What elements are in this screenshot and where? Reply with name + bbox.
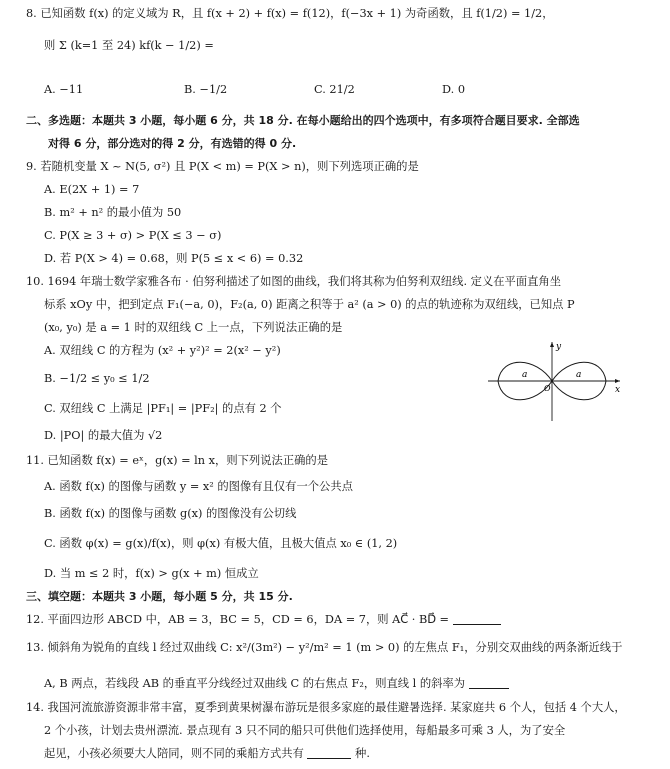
- q9-option-b: B. m² + n² 的最小值为 50: [44, 206, 182, 219]
- q9-stem: 9. 若随机变量 X ~ N(5, σ²) 且 P(X < m) = P(X > n)，则下列选项正确的是: [26, 160, 419, 173]
- y-axis-label: y: [556, 342, 562, 352]
- q14-stem-line1: 14. 我国河流旅游资源非常丰富，夏季到黄果树瀑布游玩是很多家庭的最佳避暑选择. 某家庭共 6 个人，包括 4 个大人，: [26, 701, 626, 714]
- q9-option-a: A. E(2X + 1) = 7: [44, 183, 140, 196]
- q8-stem: 8. 已知函数 f(x) 的定义域为 R，且 f(x + 2) + f(x) = f(12)，f(−3x + 1) 为奇函数，且 f(1/2) = 1/2，: [26, 7, 554, 20]
- x-axis-label: x: [615, 385, 621, 395]
- q8-option-a: A. −11: [44, 83, 84, 96]
- q14-line3: [0, 746, 670, 762]
- q10-option-a: A. 双纽线 C 的方程为 (x² + y²)² = 2(x² − y²): [44, 344, 281, 357]
- section2-heading-cont: 对得 6 分，部分选对的得 2 分，有选错的得 0 分.: [48, 137, 297, 150]
- q9-option-c: C. P(X ≥ 3 + σ) > P(X ≤ 3 − σ): [44, 229, 222, 242]
- q11-option-d: D. 当 m ≤ 2 时，f(x) > g(x + m) 恒成立: [44, 567, 259, 580]
- left-a-label: a: [522, 370, 528, 380]
- q8-stem-sum: 则 Σ (k=1 至 24) kf(k − 1/2) =: [44, 39, 214, 52]
- lemniscate-figure: [486, 339, 624, 423]
- q13-answer-blank[interactable]: [469, 676, 509, 689]
- q13-stem-line2: A, B 两点，若线段 AB 的垂直平分线经过双曲线 C 的右焦点 F₂，则直线 l 的斜率为: [44, 677, 466, 690]
- section3-heading: 三、填空题：本题共 3 小题，每小题 5 分，共 15 分.: [26, 590, 293, 603]
- q13-stem-line1: 13. 倾斜角为锐角的直线 l 经过双曲线 C: x²/(3m²) − y²/m² = 1 (m > 0) 的左焦点 F₁，分别交双曲线的两条渐近线于: [26, 641, 623, 654]
- q13-line2: [0, 676, 670, 692]
- section2-heading: 二、多选题：本题共 3 小题，每小题 6 分，共 18 分. 在每小题给出的四个选项中，有多项符合题目要求. 全部选: [26, 114, 580, 127]
- q11-option-b: B. 函数 f(x) 的图像与函数 g(x) 的图像没有公切线: [44, 507, 297, 520]
- q14-stem-end: 种.: [355, 747, 370, 760]
- q12-stem: 12. 平面四边形 ABCD 中，AB = 3，BC = 5，CD = 6，DA = 7，则 AC⃗ · BD⃗ =: [26, 613, 450, 626]
- right-a-label: a: [576, 370, 582, 380]
- q10-stem-line1: 10. 1694 年瑞士数学家雅各布 · 伯努利描述了如图的曲线，我们将其称为伯努利双纽线. 定义在平面直角坐: [26, 275, 562, 288]
- q14-answer-blank[interactable]: [307, 746, 351, 759]
- q8-option-b: B. −1/2: [184, 83, 228, 96]
- q14-stem-line2: 2 个小孩，计划去贵州漂流. 景点现有 3 只不同的船只可供他们选择使用，每船最多可乘 3 人，为了安全: [44, 724, 566, 737]
- q10-option-b: B. −1/2 ≤ y₀ ≤ 1/2: [44, 372, 150, 385]
- origin-label: O: [544, 384, 551, 393]
- q8-option-c: C. 21/2: [314, 83, 355, 96]
- q11-stem: 11. 已知函数 f(x) = eˣ，g(x) = ln x，则下列说法正确的是: [26, 454, 329, 467]
- q12-answer-blank[interactable]: [453, 612, 501, 625]
- q11-option-c: C. 函数 φ(x) = g(x)/f(x)，则 φ(x) 有极大值，且极大值点 x₀ ∈ (1, 2): [44, 537, 398, 550]
- q10-stem-line2: 标系 xOy 中，把到定点 F₁(−a, 0)，F₂(a, 0) 距离之积等于 a² (a > 0) 的点的轨迹称为双纽线，已知点 P: [44, 298, 575, 311]
- q8-option-d: D. 0: [442, 83, 466, 96]
- q10-stem-line3: (x₀, y₀) 是 a = 1 时的双纽线 C 上一点，下列说法正确的是: [44, 321, 343, 334]
- q10-option-d: D. |PO| 的最大值为 √2: [44, 429, 163, 442]
- q12-line: [0, 612, 670, 628]
- y-axis-arrow: [550, 342, 554, 347]
- q11-option-a: A. 函数 f(x) 的图像与函数 y = x² 的图像有且仅有一个公共点: [44, 480, 353, 493]
- q9-option-d: D. 若 P(X > 4) = 0.68，则 P(5 ≤ x < 6) = 0.32: [44, 252, 304, 265]
- x-axis-arrow: [615, 379, 620, 383]
- q14-stem-line3: 起见，小孩必须要大人陪同，则不同的乘船方式共有: [44, 747, 304, 760]
- q10-option-c: C. 双纽线 C 上满足 |PF₁| = |PF₂| 的点有 2 个: [44, 402, 282, 415]
